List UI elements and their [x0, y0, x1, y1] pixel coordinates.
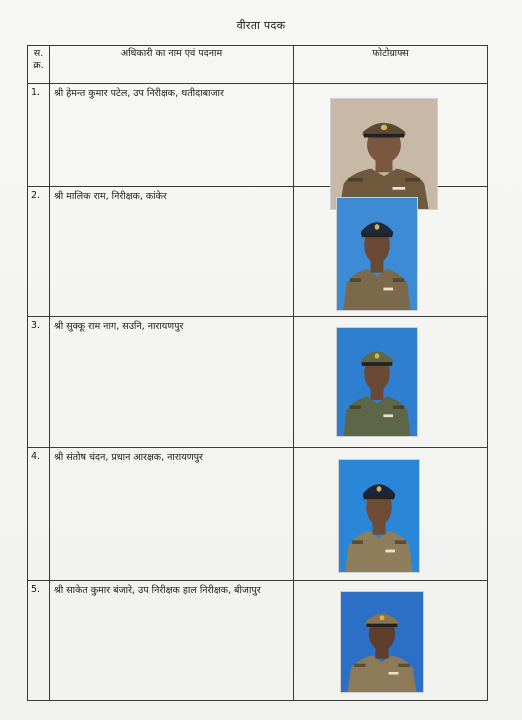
header-serial: स. क्र. [28, 46, 50, 84]
row-serial: 4. [28, 448, 50, 581]
table-row [28, 581, 488, 701]
shoulder-strap-left [354, 664, 365, 667]
cap-brim [362, 233, 392, 237]
table-row [28, 317, 488, 448]
officer-portrait [340, 591, 424, 693]
row-serial: 5. [28, 581, 50, 701]
cap-badge-icon [381, 125, 387, 131]
cap-badge-icon [377, 486, 382, 492]
row-photo-cell [294, 187, 488, 317]
shoulder-strap-left [352, 540, 363, 544]
row-officer-name: श्री मालिक राम, निरीक्षक, कांकेर [50, 187, 294, 317]
header-photo: फोटोग्राफ्स [294, 46, 488, 84]
row-photo-cell [294, 84, 488, 187]
shoulder-strap-left [350, 278, 361, 282]
shoulder-strap-left [348, 178, 363, 182]
shoulder-strap-right [395, 540, 406, 544]
table-row [28, 187, 488, 317]
name-plate [385, 550, 395, 553]
row-officer-name: श्री साकेत कुमार बंजारे, उप निरीक्षक हाल निरीक्षक, बीजापुर [50, 581, 294, 701]
row-serial: 1. [28, 84, 50, 187]
shoulder-strap-right [393, 405, 404, 409]
shoulder-strap-right [393, 278, 404, 282]
table-row [28, 84, 488, 187]
shoulder-strap-left [350, 405, 361, 409]
cap-badge-icon [380, 615, 385, 620]
name-plate [383, 288, 393, 291]
name-plate [389, 672, 399, 675]
shoulder-strap-right [405, 178, 420, 182]
officer-portrait [336, 327, 418, 437]
table-row [28, 448, 488, 581]
row-photo-cell [294, 581, 488, 701]
page-title: वीरता पदक [236, 19, 286, 32]
row-photo-cell [294, 317, 488, 448]
cap-badge-icon [375, 353, 380, 358]
row-officer-name: श्री हेमन्त कुमार पटेल, उप निरीक्षक, थतीदाबाजार [50, 84, 294, 187]
row-serial: 3. [28, 317, 50, 448]
row-officer-name: श्री संतोष चंदन, प्रधान आरक्षक, नारायणपुर [50, 448, 294, 581]
shoulder-strap-right [398, 664, 409, 667]
cap-brim [366, 624, 397, 627]
table-header-row [28, 46, 488, 84]
cap-brim [364, 495, 394, 499]
cap-badge-icon [375, 224, 380, 230]
awardees-table [27, 45, 488, 701]
cap-brim [364, 134, 404, 138]
header-name: अधिकारी का नाम एवं पदनाम [50, 46, 294, 84]
row-officer-name: श्री सुक्कू राम नाग, सउनि, नारायणपुर [50, 317, 294, 448]
cap-brim [362, 362, 392, 366]
row-photo-cell [294, 448, 488, 581]
row-serial: 2. [28, 187, 50, 317]
name-plate [383, 414, 393, 417]
officer-portrait [338, 459, 420, 573]
officer-portrait [336, 197, 418, 311]
